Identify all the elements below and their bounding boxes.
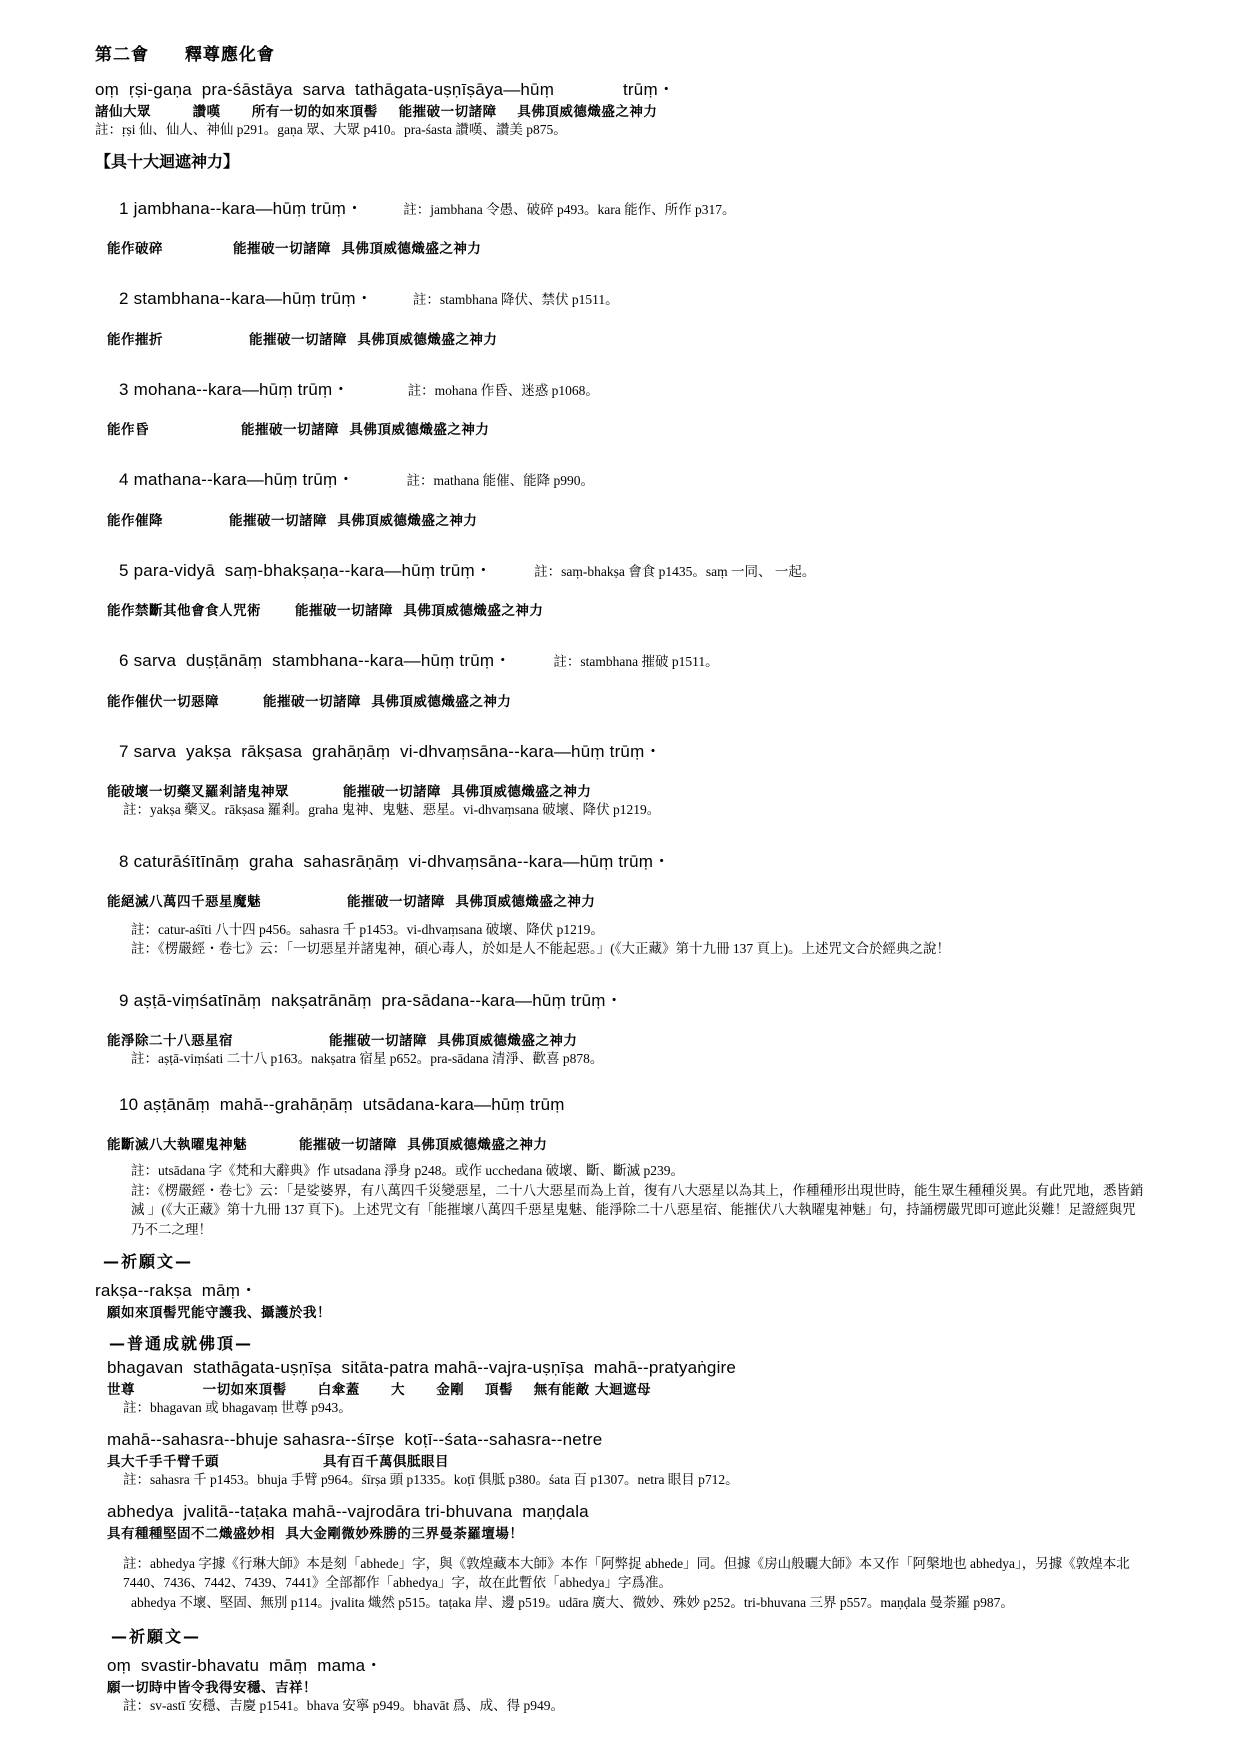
item-3-gloss-right: 能摧破一切諸障 具佛頂威德熾盛之神力 <box>241 422 490 439</box>
item-8-gloss-left: 能絕滅八萬四千惡星魔魅 <box>107 893 261 910</box>
common-line-2 <box>95 1430 1145 1490</box>
item-7-note: 註：yakṣa 藥叉。rākṣasa 羅剎。graha 鬼神、鬼魅、惡星。vi-dhvaṃsana 破壞、降伏 p1219。 <box>123 801 661 817</box>
item-7-gloss <box>95 780 1145 800</box>
item-2-number: 2 <box>119 289 129 309</box>
mantra-item-10 <box>95 1077 1145 1239</box>
item-10-note-2: 註：《楞嚴經・卷七》云：「是娑婆界，有八萬四千災變惡星，二十八大惡星而為上首，復有八大惡星以為其上，作種種形出現世時，能生眾生種種災異。有此咒地，悉皆銷滅 」(《大正藏》第十九冊 137 頁下)。上述咒文有「能摧壞八萬四千惡星鬼魅、能淨除二十八惡星宿、能摧伏八大執曜鬼神魅」句，持誦楞嚴咒即可遮此災難！足證經與咒乃不二之理！ <box>131 1182 1144 1237</box>
item-9-gloss-right: 能摧破一切諸障 具佛頂威德熾盛之神力 <box>329 1032 578 1049</box>
item-5-gloss-right: 能摧破一切諸障 具佛頂威德熾盛之神力 <box>295 603 544 620</box>
opening-note: 註：ṛṣi 仙、仙人、神仙 p291。gaṇa 眾、大眾 p410。pra-śasta 讚嘆、讚美 p875。 <box>95 122 567 137</box>
common-line-3 <box>95 1502 1145 1613</box>
prayer-1-heading: —祈願文— <box>103 1252 194 1272</box>
mantra-item-5 <box>95 538 1145 620</box>
item-1-roman-line <box>95 176 1145 238</box>
item-5-gloss-left: 能作禁斷其他會食人咒術 <box>107 603 261 620</box>
mantra-item-6 <box>95 628 1145 710</box>
item-1-gloss <box>95 237 1145 257</box>
item-1-number: 1 <box>119 198 129 218</box>
item-6-gloss-right: 能摧破一切諸障 具佛頂威德熾盛之神力 <box>263 693 512 710</box>
mantra-item-4 <box>95 447 1145 529</box>
common-line-3-note-2: abhedya 不壞、堅固、無別 p114。jvalita 熾然 p515。taṭaka 岸、邊 p519。udāra 廣大、微妙、殊妙 p252。tri-bhuvana 三界 p557。maṇḍala 曼荼羅 p987。 <box>131 1594 1014 1610</box>
item-6-note: 註：stambhana 摧破 p1511。 <box>553 654 719 670</box>
common-section-heading: —普通成就佛頂— <box>109 1334 254 1354</box>
item-10-roman-line <box>95 1077 1145 1133</box>
item-1-gloss-right: 能摧破一切諸障 具佛頂威德熾盛之神力 <box>233 241 482 258</box>
item-3-number: 3 <box>119 379 129 399</box>
opening-block <box>95 75 1145 140</box>
item-4-gloss <box>95 509 1145 529</box>
mantra-item-2 <box>95 266 1145 348</box>
item-9-roman: aṣṭā-viṃśatīnāṃ nakṣatrānāṃ pra-sādana--kara—hūṃ trūṃ・ <box>133 990 623 1010</box>
item-2-gloss-left: 能作摧折 <box>107 331 163 348</box>
item-8-roman: caturāśītīnāṃ graha sahasrāṇāṃ vi-dhvaṃsāna--kara—hūṃ trūṃ・ <box>133 851 671 871</box>
mantra-item-9 <box>95 968 1145 1069</box>
item-7-roman: sarva yakṣa rākṣasa grahāṇāṃ vi-dhvaṃsāna--kara—hūṃ trūṃ・ <box>133 741 662 761</box>
item-3-roman-line <box>95 357 1145 419</box>
prayer-block-1 <box>95 1249 1145 1321</box>
item-7-gloss-left: 能破壞一切藥叉羅剎諸鬼神眾 <box>107 783 289 800</box>
item-10-gloss-left: 能斷滅八大執曜鬼神魅 <box>107 1137 247 1154</box>
ten-powers-heading: 【具十大迴遮神力】 <box>95 151 240 171</box>
item-5-roman: para-vidyā saṃ-bhakṣaṇa--kara—hūṃ trūṃ・ <box>133 560 493 580</box>
item-3-gloss-left: 能作昏 <box>107 422 149 439</box>
item-10-number: 10 <box>119 1095 139 1115</box>
item-5-number: 5 <box>119 560 129 580</box>
item-10-roman: aṣṭānāṃ mahā--grahāṇāṃ utsādana-kara—hūṃ trūṃ <box>143 1095 565 1115</box>
mantra-item-3 <box>95 357 1145 439</box>
item-1-roman: jambhana--kara—hūṃ trūṃ・ <box>133 198 364 218</box>
item-2-note: 註：stambhana 降伏、禁伏 p1511。 <box>412 292 619 308</box>
common-line-1 <box>95 1358 1145 1418</box>
item-5-gloss <box>95 599 1145 619</box>
item-9-gloss-left: 能淨除二十八惡星宿 <box>107 1032 233 1049</box>
item-6-gloss-left: 能作催伏一切惡障 <box>107 693 219 710</box>
item-10-note-1: 註：utsādana 字《梵和大辭典》作 utsadana 淨身 p248。或作 ucchedana 破壞、斷、斷滅 p239。 <box>131 1163 685 1179</box>
item-8-note-2: 註：《楞嚴經・卷七》云：「一切惡星并諸鬼神，碩心毒人，於如是人不能起惡。」(《大正藏》第十九冊 137 頁上)。上述咒文合於經典之說！ <box>131 941 950 957</box>
item-3-gloss <box>95 418 1145 438</box>
prayer-2-heading: —祈願文— <box>111 1627 202 1647</box>
mantra-item-1 <box>95 176 1145 258</box>
common-line-3-gloss: 具有種種堅固不二熾盛妙相 具大金剛微妙殊勝的三界曼荼羅壇場！ <box>107 1525 524 1542</box>
item-7-number: 7 <box>119 741 129 761</box>
common-line-1-gloss: 世尊 一切如來頂髻 白傘蓋 大 金剛 頂髻 無有能敵 大迴遮母 <box>107 1382 651 1399</box>
item-1-gloss-left: 能作破碎 <box>107 241 163 258</box>
item-8-number: 8 <box>119 851 129 871</box>
item-2-gloss-right: 能摧破一切諸障 具佛頂威德熾盛之神力 <box>249 331 498 348</box>
mantra-item-8 <box>95 829 1145 959</box>
item-4-gloss-right: 能摧破一切諸障 具佛頂威德熾盛之神力 <box>229 512 478 529</box>
item-9-roman-line <box>95 968 1145 1029</box>
item-6-gloss <box>95 690 1145 710</box>
item-6-roman-line <box>95 628 1145 690</box>
prayer-2-roman: oṃ svastir-bhavatu māṃ mama・ <box>107 1656 383 1676</box>
item-3-note: 註：mohana 作昏、迷惑 p1068。 <box>407 382 599 398</box>
common-line-2-gloss: 具大千手千臂千頭 具有百千萬俱胝眼目 <box>107 1454 449 1470</box>
page-title <box>95 40 1145 65</box>
item-6-number: 6 <box>119 651 129 671</box>
opening-gloss: 諸仙大眾 讚嘆 所有一切的如來頂髻 能摧破一切諸障 具佛頂威德熾盛之神力 <box>95 104 658 120</box>
item-4-note: 註：mathana 能催、能降 p990。 <box>406 473 595 489</box>
prayer-1-roman: rakṣa--rakṣa māṃ・ <box>95 1281 258 1301</box>
mantra-item-7 <box>95 719 1145 820</box>
item-9-number: 9 <box>119 990 129 1010</box>
item-4-gloss-left: 能作催降 <box>107 512 163 529</box>
prayer-2-note: 註：sv-astī 安穩、吉慶 p1541。bhava 安寧 p949。bhavāt 爲、成、得 p949。 <box>123 1698 564 1714</box>
prayer-2-gloss: 願一切時中皆令我得安穩、吉祥！ <box>107 1680 317 1697</box>
item-10-gloss-right: 能摧破一切諸障 具佛頂威德熾盛之神力 <box>299 1137 548 1154</box>
common-line-2-roman: mahā--sahasra--bhuje sahasra--śīrṣe koṭī--śata--sahasra--netre <box>107 1430 603 1449</box>
opening-roman: oṃ ṛṣi-gaṇa pra-śāstāya sarva tathāgata-uṣṇīṣāya—hūṃ trūṃ・ <box>95 80 676 99</box>
prayer-1-gloss: 願如來頂髻咒能守護我、攝護於我！ <box>107 1305 331 1322</box>
item-7-gloss-right: 能摧破一切諸障 具佛頂威德熾盛之神力 <box>343 783 592 800</box>
page-title-part1: 第二會 <box>95 45 149 65</box>
item-4-number: 4 <box>119 470 129 490</box>
item-6-roman: sarva duṣṭānāṃ stambhana--kara—hūṃ trūṃ・ <box>133 651 512 671</box>
item-1-note: 註：jambhana 令愚、破碎 p493。kara 能作、所作 p317。 <box>403 201 736 217</box>
item-9-gloss <box>95 1029 1145 1049</box>
item-5-roman-line <box>95 538 1145 600</box>
item-3-roman: mohana--kara—hūṃ trūṃ・ <box>133 379 350 399</box>
item-2-gloss <box>95 328 1145 348</box>
item-4-roman-line <box>95 447 1145 509</box>
page-title-part2: 釋尊應化會 <box>184 45 275 65</box>
common-line-1-note: 註：bhagavan 或 bhagavaṃ 世尊 p943。 <box>123 1400 352 1416</box>
item-8-gloss <box>95 890 1145 910</box>
item-9-note: 註：aṣṭā-viṃśati 二十八 p163。nakṣatra 宿星 p652。pra-sādana 清淨、歡喜 p878。 <box>131 1050 604 1066</box>
item-8-gloss-right: 能摧破一切諸障 具佛頂威德熾盛之神力 <box>347 893 596 910</box>
common-line-2-note: 註：sahasra 千 p1453。bhuja 手臂 p964。śīrṣa 頭 p1335。koṭī 俱胝 p380。śata 百 p1307。netra 眼目 p712。 <box>123 1472 739 1487</box>
common-line-1-roman: bhagavan stathāgata-uṣṇīṣa sitāta-patra mahā--vajra-uṣṇīṣa mahā--pratyaṅgire <box>107 1358 737 1378</box>
item-2-roman-line <box>95 266 1145 328</box>
common-section <box>95 1331 1145 1612</box>
item-10-gloss <box>95 1133 1145 1153</box>
item-7-roman-line <box>95 719 1145 780</box>
common-line-3-note-1: 註：abhedya 字據《行琳大師》本是刻「abhede」字，與《敦煌藏本大師》本作「阿弊捉 abhede」同。但據《房山般曬大師》本又作「阿槃地也 abhedya」，另據《敦煌本北 7440、7436、7442、7439、7441》全部都作「abhedya」字，故在此暫依「abhedya」字爲准。 <box>123 1555 1134 1591</box>
item-8-note-1: 註：catur-aśīti 八十四 p456。sahasra 千 p1453。vi-dhvaṃsana 破壞、降伏 p1219。 <box>131 921 604 937</box>
item-2-roman: stambhana--kara—hūṃ trūṃ・ <box>133 289 373 309</box>
common-line-3-roman: abhedya jvalitā--taṭaka mahā--vajrodāra tri-bhuvana maṇḍala <box>107 1501 589 1521</box>
prayer-block-2 <box>95 1624 1145 1716</box>
item-4-roman: mathana--kara—hūṃ trūṃ・ <box>133 470 355 490</box>
item-5-note: 註：saṃ-bhakṣa 會食 p1435。saṃ 一同、 一起。 <box>534 563 816 579</box>
item-8-roman-line <box>95 829 1145 890</box>
